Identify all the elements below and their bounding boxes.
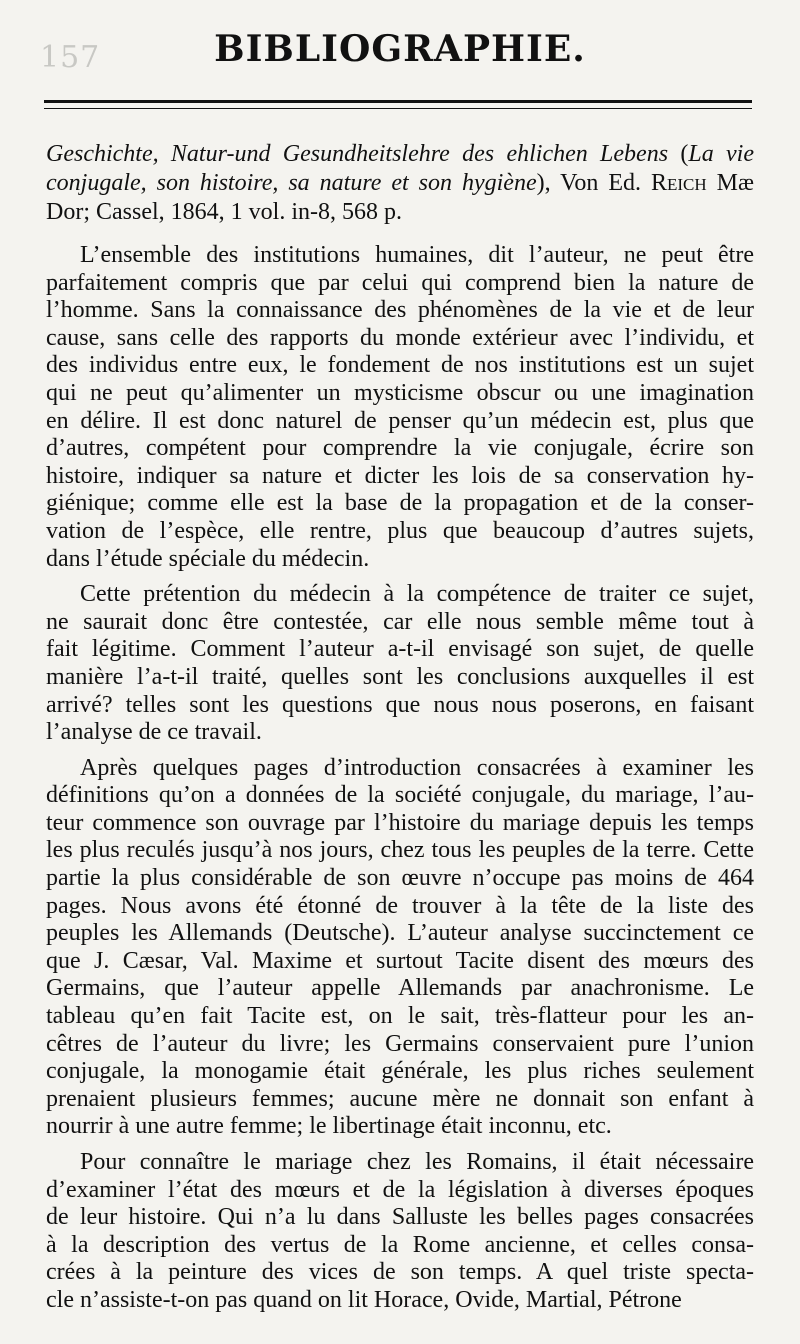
paragraph-gap [46,1141,754,1149]
text-line: histoire, indiquer sa nature et dicter les lois de sa conservation hy- [46,462,754,489]
page-heading: BIBLIOGRAPHIE. [214,28,586,70]
text-line: Après quelques pages d’introduction consacrées à examiner les [80,754,754,781]
text-line: l’analyse de ce travail. [46,719,262,746]
text-line: Germains, que l’auteur appelle Allemands par anachronisme. Le [46,975,754,1002]
text-line: Cette prétention du médecin à la compétence de traiter ce sujet, [80,581,754,608]
text-line: cause, sans celle des rapports du monde extérieur avec l’individu, et [46,324,754,351]
text-line: d’autres, compétent pour comprendre la vie conjugale, écrire son [46,435,754,462]
text-line: cêtres de l’auteur du livre; les Germains conservaient pure l’union [46,1030,754,1057]
entry-publication-details: Mæ Dor; Cassel, 1864, 1 vol. in-8, 568 p. [46,170,754,225]
paragraph-gap [46,573,754,581]
text-line: parfaitement compris que par celui qui comprend bien la nature de [46,269,754,296]
text-line: giénique; comme elle est la base de la propagation et de la conser- [46,490,754,517]
page-number: 157 [40,40,101,75]
review-body [46,242,754,1315]
text-line: l’homme. Sans la connaissance des phénomènes de la vie et de leur [46,297,754,324]
text-line: en délire. Il est donc naturel de penser qu’un médecin est, plus que [46,407,754,434]
text-line: nourrir à une autre femme; le libertinage était inconnu, etc. [46,1113,612,1140]
text-line: Pour connaître le mariage chez les Romains, il était nécessaire [80,1149,754,1175]
bibliographic-entry [46,140,754,227]
text-line: des individus entre eux, le fondement de nos institutions est un sujet [46,352,754,379]
text-line: cle n’assiste-t-on pas quand on lit Horace, Ovide, Martial, Pétrone [46,1286,682,1313]
text-line: teur commence son ouvrage par l’histoire du mariage depuis les temps [46,809,754,836]
text-line: dans l’étude spéciale du médecin. [46,545,370,572]
text-line: prenaient plusieurs femmes; aucune mère ne donnait son enfant à [46,1085,754,1112]
text-line: manière l’a-t-il traité, quelles sont les conclusions auxquelles il est [46,663,754,690]
text-line: fait légitime. Comment l’auteur a-t-il envisagé son sujet, de quelle [46,636,754,663]
text-line: vation de l’espèce, elle rentre, plus que beaucoup d’autres sujets, [46,517,754,544]
text-line: de leur histoire. Qui n’a lu dans Salluste les belles pages consacrées [46,1204,754,1231]
text-line: qui ne peut qu’alimenter un mysticisme obscur ou une imagination [46,379,754,406]
text-line: ne saurait donc être contestée, car elle nous semble même tout à [46,608,754,635]
text-line: peuples les Allemands (Deutsche). L’auteur analyse succinctement ce [46,920,754,947]
text-line: à la description des vertus de la Rome ancienne, et celles consa- [46,1231,754,1258]
text-line: pages. Nous avons été étonné de trouver à la tête de la liste des [46,892,754,919]
paragraph-gap [46,747,754,755]
entry-paren-open: ( [668,141,689,167]
heading-rule-thick [44,100,752,103]
entry-paren-close: ), Von Ed. [536,170,651,196]
text-line: d’examiner l’état des mœurs et de la législation à diverses époques [46,1176,754,1203]
text-line: crées à la peinture des vices de son temps. A quel triste specta- [46,1259,754,1286]
text-line: définitions qu’on a données de la société conjugale, du mariage, l’au- [46,782,754,809]
text-line: conjugale, la monogamie était générale, les plus riches seulement [46,1058,754,1085]
entry-german-title: Geschichte, Natur-und Gesundheitslehre des ehlichen Lebens [46,141,669,167]
text-line: partie la plus considérable de son œuvre n’occupe pas moins de 464 [46,865,754,892]
entry-french-title: La vie conjugale, son histoire, sa nature et son hygiène [46,141,755,196]
text-line: L’ensemble des institutions humaines, dit l’auteur, ne peut être [80,242,754,268]
text-line: tableau qu’en fait Tacite est, on le sait, très-flatteur pour les an- [46,1003,754,1030]
heading-rule-thin [44,108,752,109]
text-line: que J. Cæsar, Val. Maxime et surtout Tacite disent des mœurs des [46,947,754,974]
text-line: les plus reculés jusqu’à nos jours, chez tous les peuples de la terre. Cette [46,837,754,864]
entry-author: Reich [651,170,707,196]
text-line: arrivé? telles sont les questions que nous nous poserons, en faisant [46,691,754,718]
